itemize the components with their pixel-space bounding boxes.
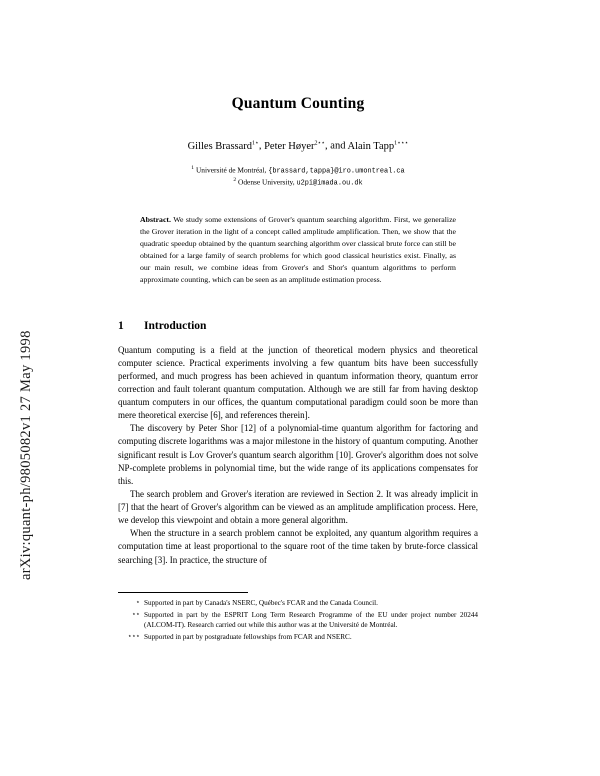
author-3: Alain Tapp$^{1⋆⋆⋆}$ (347, 140, 409, 152)
affiliation-2 (118, 176, 478, 188)
abstract-block (140, 214, 456, 285)
footnote-2-text: Supported in part by the ESPRIT Long Term Research Programme of the EU under project number 20244 (ALCOM-IT). Research carried out while this author was at the Université de Montréal. (144, 610, 478, 630)
paragraph-1: Quantum computing is a field at the junction of theoretical modern physics and theoretical computer science. Practical experiments involving a few quantum bits have been successfully performed, and much progress has been achieved in quantum information theory, quantum error correction and fault tolerant quantum computation. Although we are still far from having desktop quantum computers in our offices, the quantum computational paradigm could soon be more than mere theoretical exercise [6], and references therein]. (118, 344, 478, 421)
affiliation-1-email: {brassard,tappa}@iro.umontreal.ca (268, 166, 405, 175)
footnote-3 (118, 632, 478, 643)
body-text (118, 344, 478, 567)
author-2-marks: 2⋆⋆ (314, 140, 326, 146)
author-1-marks: 1⋆ (252, 140, 259, 146)
footnote-3-mark: ⋆⋆⋆ (127, 632, 140, 640)
paper-content (118, 95, 478, 567)
paragraph-3: The search problem and Grover's iteration are reviewed in Section 2. It was already implicit in [7] that the heart of Grover's algorithm can be viewed as an amplitude amplification process. Here, we develop this viewpoint and obtain a more general algorithm. (118, 488, 478, 526)
paragraph-2: The discovery by Peter Shor [12] of a polynomial-time quantum algorithm for factoring and computing discrete logarithms was a major milestone in the history of quantum computing. Another significant result is Lov Grover's quantum search algorithm [10]. Grover's algorithm does not solve NP-complete problems in polynomial time, but the wide range of its applications compensates for this. (118, 423, 478, 486)
footnote-1-text: Supported in part by Canada's NSERC, Québec's FCAR and the Canada Council. (144, 599, 378, 607)
author-1: Gilles Brassard$^{1⋆}$ (187, 140, 259, 152)
affiliation-2-mark: 2 (233, 176, 237, 183)
footnote-1-mark: ⋆ (135, 599, 140, 606)
section-number: 1 (118, 319, 124, 332)
page-title: Quantum Counting (231, 95, 365, 112)
footnotes-block (118, 598, 478, 643)
affiliation-2-text: Odense University, (238, 177, 295, 187)
arxiv-identifier-stamp: arXiv:quant-ph/9805082v1 27 May 1998 (18, 330, 34, 580)
abstract-text: We study some extensions of Grover's quantum searching algorithm. First, we generalize the Grover iteration in the light of a concept called amplitude amplification. Then, we show that the quadratic speedup obtained by the quantum searching algorithm over classical brute force can still be obtained for a large family of search problems for which good classical heuristics exist. Finally, as our main result, we combine ideas from Grover's and Shor's quantum algorithms to perform approximate counting, which can be seen as an amplitude estimation process. (140, 215, 457, 284)
affiliation-2-email: u2pi@imada.ou.dk (296, 179, 363, 188)
author-3-marks: 1⋆⋆⋆ (394, 140, 409, 146)
author-2: Peter Høyer$^{2⋆⋆}$ (264, 140, 326, 152)
section-title: Introduction (144, 319, 207, 332)
affiliation-1-text: Université de Montréal, (195, 164, 267, 174)
footnote-1 (118, 598, 478, 609)
author-list: Gilles Brassard$^{1⋆}$, Peter Høyer$^{2⋆⋆}$, and Alain Tapp$^{1⋆⋆⋆}$ (187, 140, 409, 152)
affiliation-1 (118, 164, 478, 176)
footnote-separator-rule (118, 592, 248, 593)
footnote-2 (118, 610, 478, 631)
abstract-heading: Abstract. (140, 215, 171, 225)
footnote-3-text: Supported in part by postgraduate fellowships from FCAR and NSERC. (144, 632, 352, 641)
paragraph-4: When the structure in a search problem cannot be exploited, any quantum algorithm requires a computation time at least proportional to the square root of the time taken by brute-force classical searching [3]. In practice, the structure of (118, 528, 478, 565)
affiliations (118, 164, 478, 189)
section-heading-introduction (118, 320, 478, 332)
affiliation-1-mark: 1 (191, 164, 195, 171)
footnote-2-mark: ⋆⋆ (131, 610, 140, 618)
